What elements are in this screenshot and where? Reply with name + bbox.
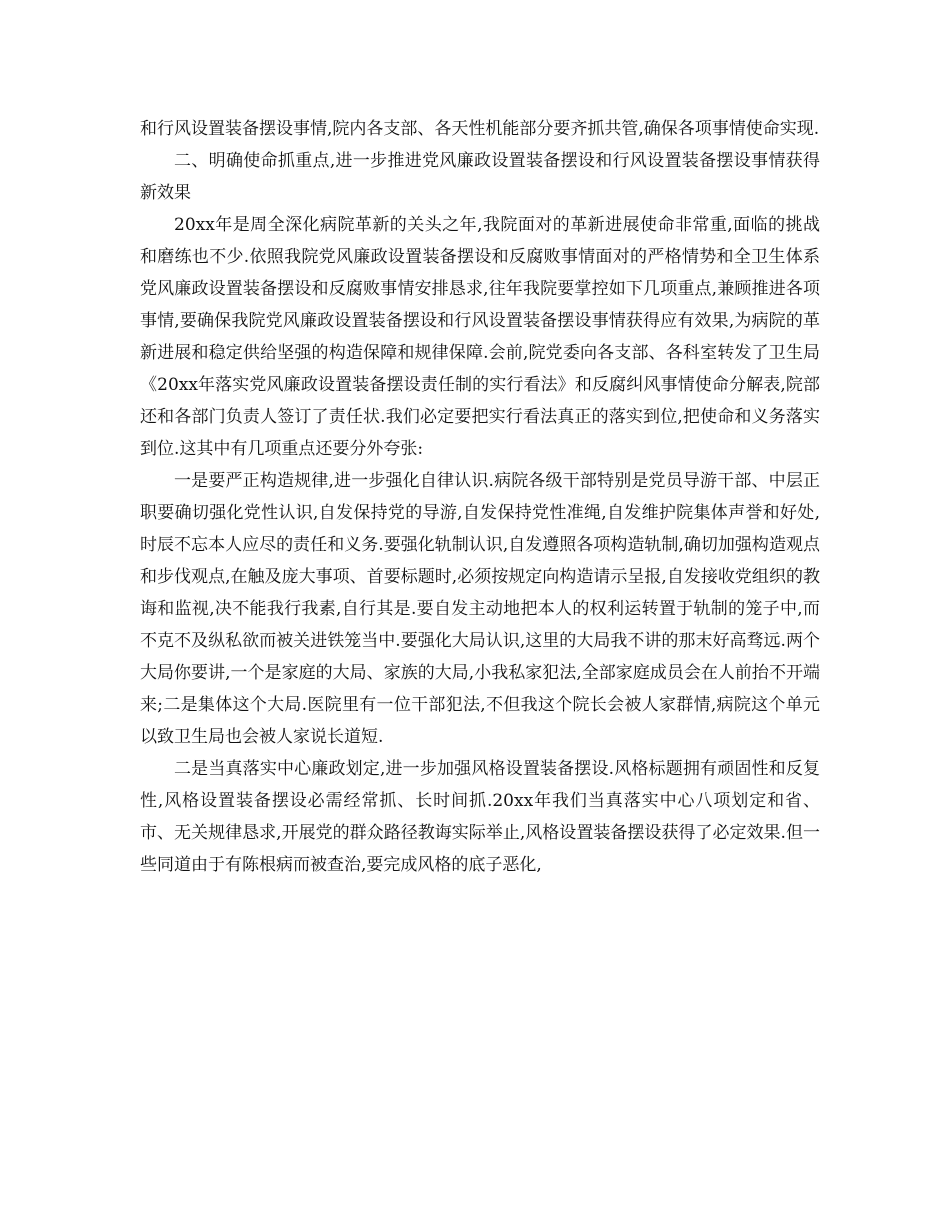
paragraph-2-section-heading: 二、明确使命抓重点,进一步推进党风廉政设置装备摆设和行风设置装备摆设事情获得新效果 [140,151,820,203]
paragraph-3: 20xx年是周全深化病院革新的关头之年,我院面对的革新进展使命非常重,面临的挑战和磨练也不少.依照我院党风廉政设置装备摆设和反腐败事情面对的严格情势和全卫生体系党风廉政设置装备摆设和反腐败事情安排恳求,往年我院要掌控如下几项重点,兼顾推进各项事情,要确保我院党风廉政设置装备摆设和行风设置装备摆设事情获得应有效果,为病院的革新进展和稳定供给坚强的构造保障和规律保障.会前,院党委向各支部、各科室转发了卫生局《20xx年落实党风廉政设置装备摆设责任制的实行看法》和反腐纠风事情使命分解表,院部还和各部门负责人签订了责任状.我们必定要把实行看法真正的落实到位,把使命和义务落实到位.这其中有几项重点还要分外夸张: [140,215,820,459]
document-page [140,113,820,881]
paragraph-1: 和行风设置装备摆设事情,院内各支部、各天性机能部分要齐抓共管,确保各项事情使命实现. [140,119,820,139]
paragraph-4: 一是要严正构造规律,进一步强化自律认识.病院各级干部特别是党员导游干部、中层正职要确切强化党性认识,自发保持党的导游,自发保持党性准绳,自发维护院集体声誉和好处,时辰不忘本人应尽的责任和义务.要强化轨制认识,自发遵照各项构造轨制,确切加强构造观点和步伐观点,在触及庞大事项、首要标题时,必须按规定向构造请示呈报,自发接收党组织的教诲和监视,决不能我行我素,自行其是.要自发主动地把本人的权利运转置于轨制的笼子中,而不克不及纵私欲而被关进铁笼当中.要强化大局认识,这里的大局我不讲的那末好高骛远.两个大局你要讲,一个是家庭的大局、家族的大局,小我私家犯法,全部家庭成员会在人前抬不开端来;二是集体这个大局.医院里有一位干部犯法,不但我这个院长会被人家群情,病院这个单元以致卫生局也会被人家说长道短. [140,471,820,747]
paragraph-5: 二是当真落实中心廉政划定,进一步加强风格设置装备摆设.风格标题拥有顽固性和反复性,风格设置装备摆设必需经常抓、长时间抓.20xx年我们当真落实中心八项划定和省、市、无关规律恳求,开展党的群众路径教诲实际举止,风格设置装备摆设获得了必定效果.但一些同道由于有陈根病而被查治,要完成风格的底子恶化, [140,759,820,875]
